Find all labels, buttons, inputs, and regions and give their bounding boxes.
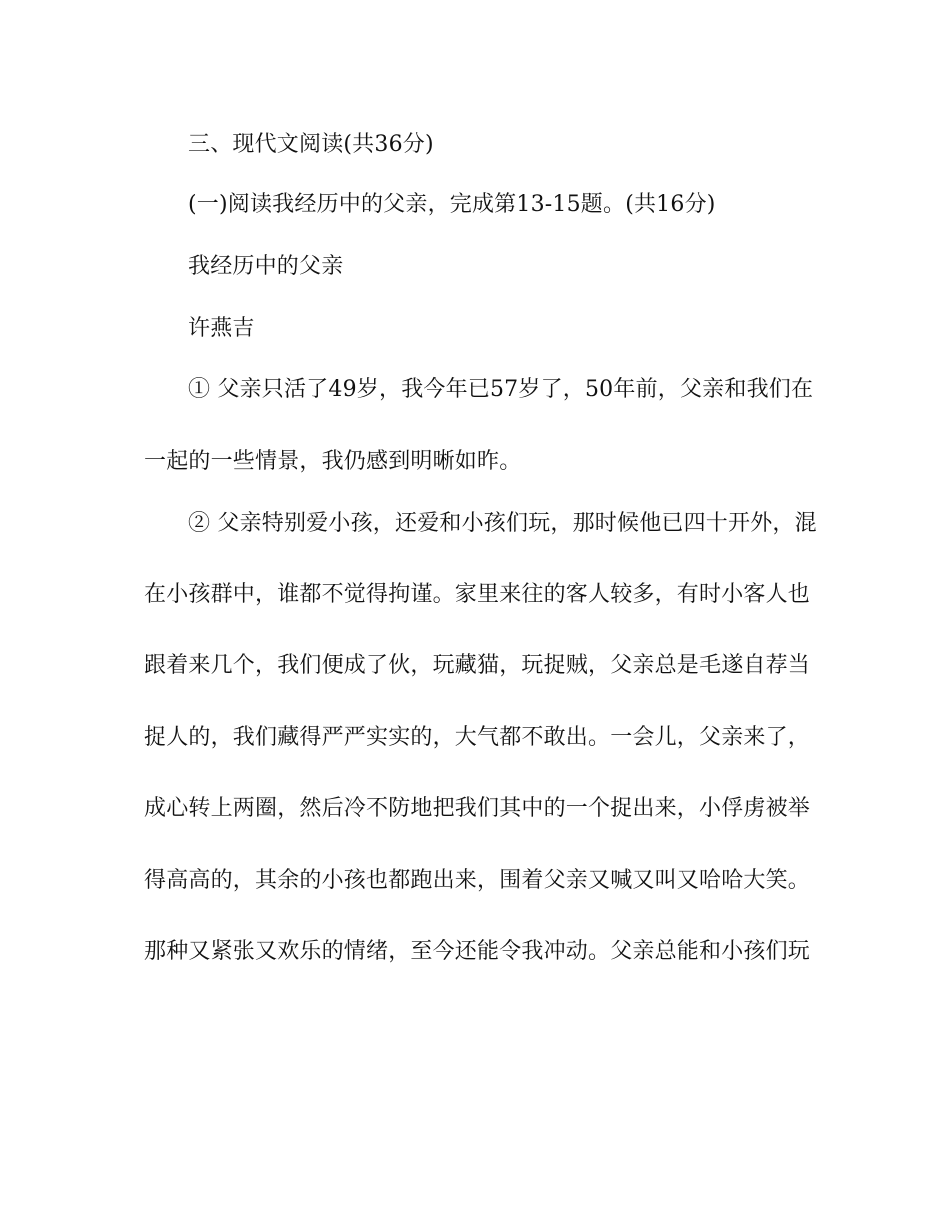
paragraph-2-line-6: 得高高的，其余的小孩也都跑出来，围着父亲又喊又叫又哈哈大笑。 <box>144 868 811 893</box>
paragraph-2-line-3: 跟着来几个，我们便成了伙，玩藏猫，玩捉贼，父亲总是毛遂自荐当 <box>144 653 811 678</box>
paragraph-1-line-2: 一起的一些情景，我仍感到明晰如昨。 <box>144 449 522 474</box>
author-name: 许燕吉 <box>188 316 255 341</box>
paragraph-2-line-5: 成心转上两圈，然后冷不防地把我们其中的一个捉出来，小俘虏被举 <box>144 796 811 821</box>
paragraph-1-line-1: ① 父亲只活了49岁，我今年已57岁了，50年前，父亲和我们在 <box>188 377 814 402</box>
paragraph-2-line-1: ② 父亲特别爱小孩，还爱和小孩们玩，那时候他已四十开外，混 <box>188 511 817 536</box>
paragraph-2-line-7: 那种又紧张又欢乐的情绪，至今还能令我冲动。父亲总能和小孩们玩 <box>144 939 811 964</box>
section-heading: 三、现代文阅读(共36分) <box>188 132 434 157</box>
paragraph-2-line-2: 在小孩群中，谁都不觉得拘谨。家里来往的客人较多，有时小客人也 <box>144 582 811 607</box>
subsection-heading: (一)阅读我经历中的父亲，完成第13-15题。(共16分) <box>188 192 716 217</box>
article-title: 我经历中的父亲 <box>188 254 344 279</box>
paragraph-2-line-4: 捉人的，我们藏得严严实实的，大气都不敢出。一会儿，父亲来了， <box>144 725 811 750</box>
